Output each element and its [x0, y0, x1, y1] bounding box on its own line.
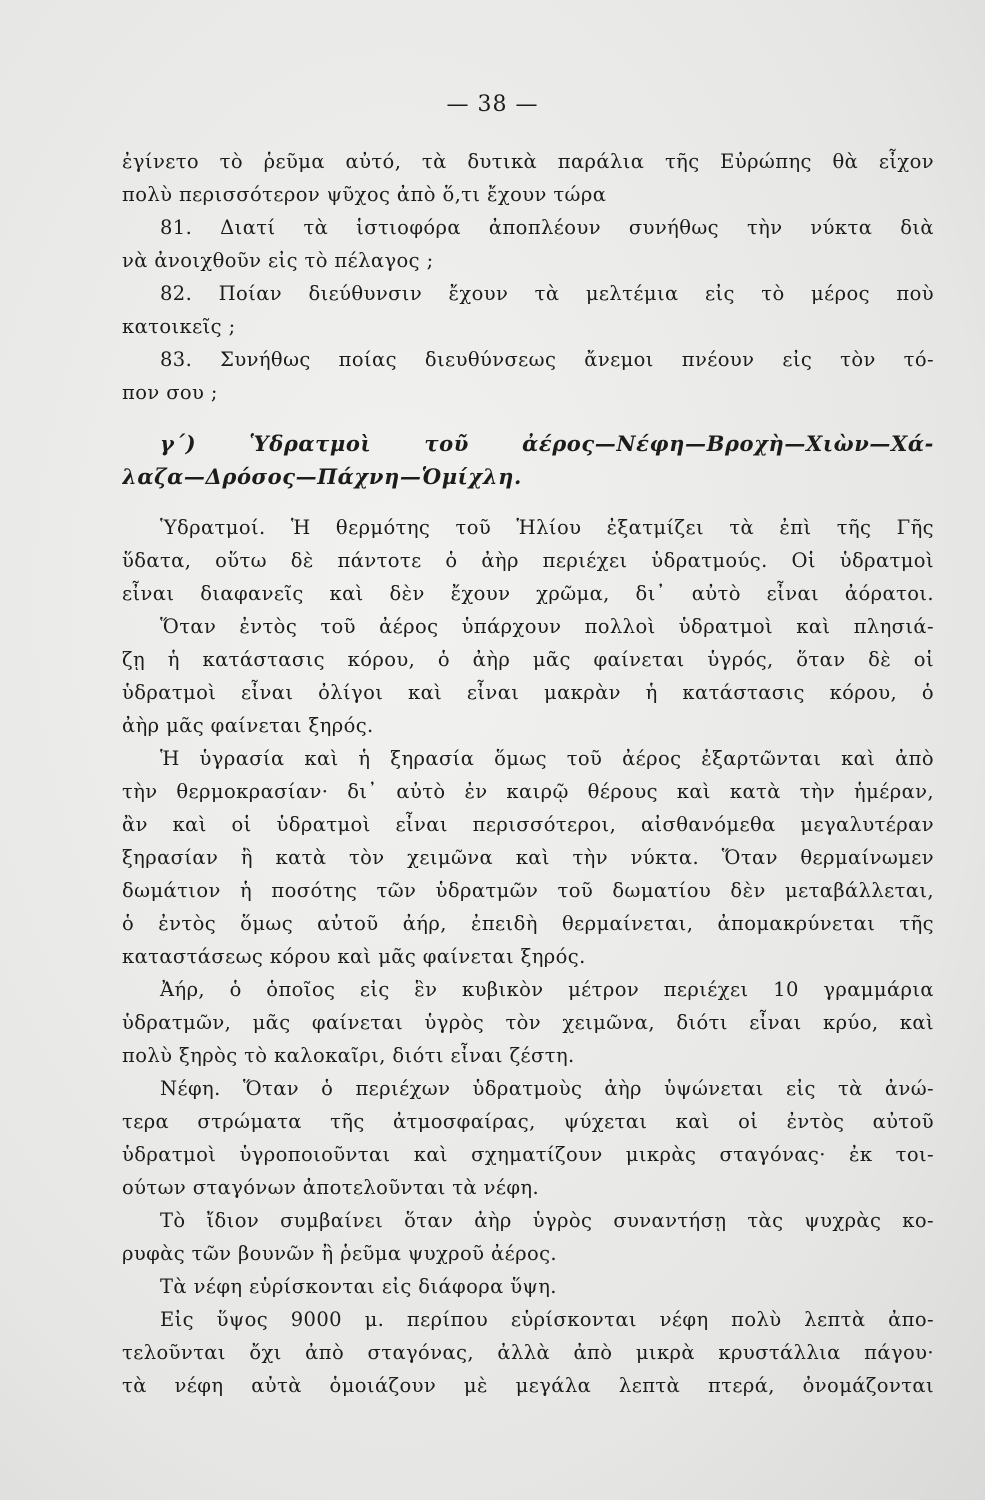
- text-line: εἶναι διαφανεῖς καὶ δὲν ἔχουν χρῶμα, δι᾿ αὐτὸ εἶναι ἀόρατοι.: [122, 582, 934, 605]
- section-heading-line: γ΄) Ὑδρατμοὶ τοῦ ἀέρος—Νέφη—Βροχὴ—Χιὼν—Χά-: [160, 431, 934, 456]
- text-line: ὁ ἐντὸς ὅμως αὐτοῦ ἀήρ, ἐπειδὴ θερμαίνεται, ἀπομακρύνεται τῆς: [122, 912, 934, 935]
- text-line: τὰ νέφη αὐτὰ ὁμοιάζουν μὲ μεγάλα λεπτὰ πτερά, ὀνομάζονται: [122, 1374, 934, 1397]
- text-line: τὴν θερμοκρασίαν· δι᾿ αὐτὸ ἐν καιρῷ θέρους καὶ κατὰ τὴν ἡμέραν,: [122, 780, 934, 803]
- text-line: ἀὴρ μᾶς φαίνεται ξηρός.: [122, 714, 374, 737]
- text-line: Ὑδρατμοί. Ἡ θερμότης τοῦ Ἡλίου ἐξατμίζει τὰ ἐπὶ τῆς Γῆς: [160, 516, 934, 539]
- text-line: 81. Διατί τὰ ἱστιοφόρα ἀποπλέουν συνήθως τὴν νύκτα διὰ: [160, 216, 934, 239]
- text-line: δωμάτιον ἡ ποσότης τῶν ὑδρατμῶν τοῦ δωματίου δὲν μεταβάλλεται,: [122, 879, 934, 902]
- text-line: Τὸ ἴδιον συμβαίνει ὅταν ἀὴρ ὑγρὸς συναντήσῃ τὰς ψυχρὰς κο-: [160, 1209, 934, 1232]
- text-line: πολὺ περισσότερον ψῦχος ἀπὸ ὅ,τι ἔχουν τώρα: [122, 183, 607, 206]
- text-line: τερα στρώματα τῆς ἀτμοσφαίρας, ψύχεται καὶ οἱ ἐντὸς αὐτοῦ: [122, 1110, 934, 1133]
- text-line: ούτων σταγόνων ἀποτελοῦνται τὰ νέφη.: [122, 1176, 540, 1199]
- section-gap: [122, 493, 934, 511]
- text-line: Νέφη. Ὅταν ὁ περιέχων ὑδρατμοὺς ἀὴρ ὑψώνεται εἰς τὰ ἀνώ-: [160, 1077, 934, 1100]
- text-line: νὰ ἀνοιχθοῦν εἰς τὸ πέλαγος ;: [122, 249, 434, 272]
- text-line: ὕδατα, οὕτω δὲ πάντοτε ὁ ἀὴρ περιέχει ὑδρατμούς. Οἱ ὑδρατμοὶ: [122, 549, 934, 572]
- text-line: Τὰ νέφη εὑρίσκονται εἰς διάφορα ὕψη.: [160, 1275, 557, 1298]
- text-line: ζῃ ἡ κατάστασις κόρου, ὁ ἀὴρ μᾶς φαίνεται ὑγρός, ὅταν δὲ οἱ: [122, 648, 934, 671]
- text-line: πον σου ;: [122, 381, 218, 404]
- text-line: ρυφὰς τῶν βουνῶν ἢ ῥεῦμα ψυχροῦ ἀέρος.: [122, 1242, 558, 1265]
- text-line: κατοικεῖς ;: [122, 315, 236, 338]
- text-line: Ἡ ὑγρασία καὶ ἡ ξηρασία ὅμως τοῦ ἀέρος ἐξαρτῶνται καὶ ἀπὸ: [160, 747, 934, 770]
- text-line: ξηρασίαν ἢ κατὰ τὸν χειμῶνα καὶ τὴν νύκτα. Ὅταν θερμαίνωμεν: [122, 846, 934, 869]
- text-line: πολὺ ξηρὸς τὸ καλοκαῖρι, διότι εἶναι ζέστη.: [122, 1044, 575, 1067]
- text-line: ὑδρατμοὶ ὑγροποιοῦνται καὶ σχηματίζουν μικρὰς σταγόνας· ἐκ τοι-: [122, 1143, 934, 1166]
- section-heading-line: λαζα—Δρόσος—Πάχνη—Ὁμίχλη.: [122, 464, 522, 489]
- text-line: ὑδρατμῶν, μᾶς φαίνεται ὑγρὸς τὸν χειμῶνα, διότι εἶναι κρύο, καὶ: [122, 1011, 934, 1034]
- text-line: Ὅταν ἐντὸς τοῦ ἀέρος ὑπάρχουν πολλοὶ ὑδρατμοὶ καὶ πλησιά-: [160, 615, 934, 638]
- text-line: Ἀήρ, ὁ ὁποῖος εἰς ἓν κυβικὸν μέτρον περιέχει 10 γραμμάρια: [160, 978, 934, 1001]
- text-line: 82. Ποίαν διεύθυνσιν ἔχουν τὰ μελτέμια εἰς τὸ μέρος ποὺ: [160, 282, 934, 305]
- text-line: καταστάσεως κόρου καὶ μᾶς φαίνεται ξηρός.: [122, 945, 586, 968]
- text-line: ὑδρατμοὶ εἶναι ὀλίγοι καὶ εἶναι μακρὰν ἡ κατάστασις κόρου, ὁ: [122, 681, 934, 704]
- page-number: — 38 —: [446, 92, 539, 117]
- text-line: 83. Συνήθως ποίας διευθύνσεως ἄνεμοι πνέουν εἰς τὸν τό-: [160, 348, 934, 371]
- text-line: ἐγίνετο τὸ ῥεῦμα αὐτό, τὰ δυτικὰ παράλια τῆς Εὐρώπης θὰ εἶχον: [122, 150, 934, 173]
- page-body: [122, 145, 934, 1402]
- text-line: ἂν καὶ οἱ ὑδρατμοὶ εἶναι περισσότεροι, αἰσθανόμεθα μεγαλυτέραν: [122, 813, 934, 836]
- text-line: τελοῦνται ὄχι ἀπὸ σταγόνας, ἀλλὰ ἀπὸ μικρὰ κρυστάλλια πάγου·: [122, 1341, 934, 1364]
- text-line: Εἰς ὕψος 9000 μ. περίπου εὑρίσκονται νέφη πολὺ λεπτὰ ἀπο-: [160, 1308, 934, 1331]
- section-gap: [122, 409, 934, 427]
